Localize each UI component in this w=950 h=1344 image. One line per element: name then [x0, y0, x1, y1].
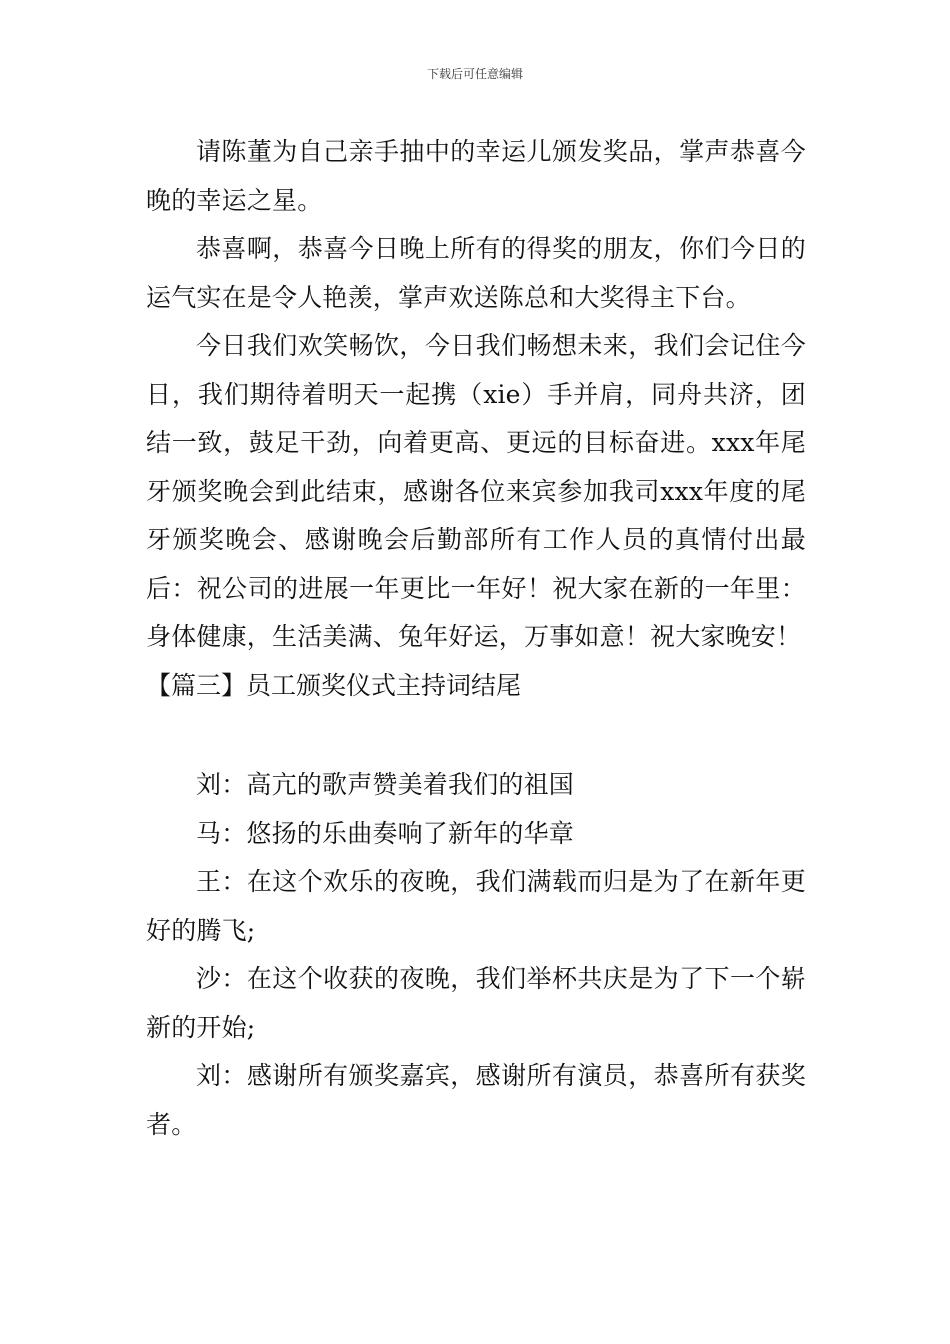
paragraph: 请陈董为自己亲手抽中的幸运儿颁发奖品，掌声恭喜今晚的幸运之星。: [146, 137, 806, 215]
spacer: [146, 710, 806, 761]
paragraph: 今日我们欢笑畅饮，今日我们畅想未来，我们会记住今日，我们期待着明天一起携（xie）手并肩，同舟共济，团结一致，鼓足干劲，向着更高、更远的目标奋进。xxx年尾牙颁奖晚会到此结束，感谢各位来宾参加我司xxx年度的尾牙颁奖晚会、感谢晚会后勤部所有工作人员的真情付出最后：祝公司的进展一年更比一年好！祝大家在新的一年里：身体健康，生活美满、兔年好运，万事如意！祝大家晚安！: [146, 331, 806, 651]
dialogue-line: 马：悠扬的乐曲奏响了新年的华章: [196, 818, 575, 848]
dialogue-line: 刘：高亢的歌声赞美着我们的祖国: [196, 770, 575, 799]
document-body: [146, 128, 806, 1149]
dialogue-line: 刘：感谢所有颁奖嘉宾，感谢所有演员，恭喜所有获奖者。: [146, 1061, 806, 1139]
paragraph: 恭喜啊，恭喜今日晚上所有的得奖的朋友，你们今日的运气实在是令人艳羡，掌声欢送陈总和大奖得主下台。: [146, 234, 806, 312]
dialogue-line: 王：在这个欢乐的夜晚，我们满载而归是为了在新年更好的腾飞;: [146, 867, 806, 945]
dialogue-line: 沙：在这个收获的夜晚，我们举杯共庆是为了下一个崭新的开始;: [146, 964, 806, 1042]
section-heading: 【篇三】员工颁奖仪式主持词结尾: [146, 670, 522, 700]
header-note: 下载后可任意编辑: [426, 67, 523, 81]
